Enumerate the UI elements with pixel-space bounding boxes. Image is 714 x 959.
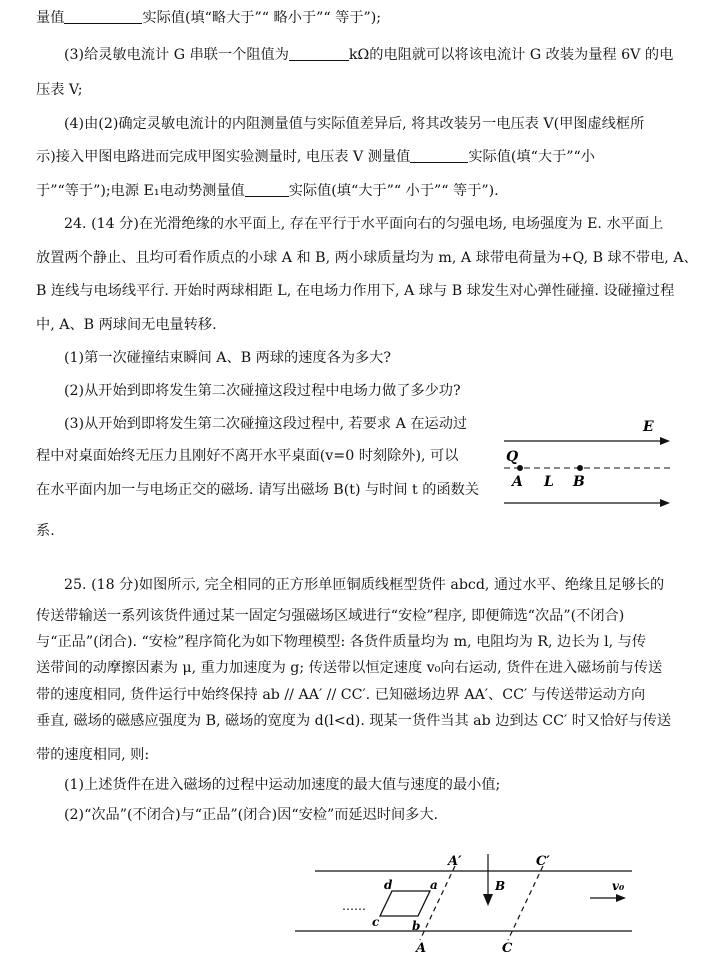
label-C: C — [502, 941, 513, 956]
line-1: 量值 实际值(填“略大于”“ 略小于”“ 等于”); — [36, 10, 382, 26]
q24-sub-1: (1)第一次碰撞结束瞬间 A、B 两球的速度各为多大? — [64, 350, 391, 366]
q25-sub-2: (2)“次品”(不闭合)与“正品”(闭合)因“安检”而延迟时间多大. — [64, 807, 439, 823]
q25-conveyor-diagram — [290, 848, 640, 956]
label-d: d — [384, 878, 393, 892]
arrow-right-icon — [616, 894, 626, 902]
q25-line-3: 与“正品”(闭合). “安检”程序简化为如下物理模型: 各货件质量均为 m, 电阻均为 R, 边长为 l, 与传 — [36, 634, 647, 650]
q25-line-1: 25. (18 分)如图所示, 完全相同的正方形单匝铜质线框型货件 abcd, 通过水平、绝缘且足够长的 — [64, 577, 665, 593]
wire-frame — [380, 891, 430, 916]
q24-sub-2: (2)从开始到即将发生第二次碰撞这段过程中电场力做了多少功? — [64, 383, 461, 399]
answer-blank — [64, 9, 142, 24]
label-b: b — [412, 919, 421, 933]
label-A: A — [512, 474, 523, 490]
q24-line-4: 中, A、B 两球间无电量转移. — [36, 317, 217, 333]
label-C-prime: C′ — [536, 854, 550, 869]
label-a: a — [430, 878, 438, 892]
arrow-right-icon — [660, 499, 670, 507]
q24-line-1: 24. (14 分)在光滑绝缘的水平面上, 存在平行于水平面向右的匀强电场, 电场强度为 E. 水平面上 — [64, 216, 664, 232]
q25-line-5: 带的速度相同, 货件运行中始终保持 ab // AA′ // CC′. 已知磁场边界 AA′、CC′ 与传送带运动方向 — [36, 687, 646, 703]
answer-blank — [289, 46, 349, 61]
label-E: E — [643, 419, 654, 435]
label-A-prime: A′ — [448, 854, 462, 869]
label-A: A — [416, 941, 427, 956]
q24-sub-3-d: 系. — [36, 523, 55, 539]
answer-blank — [410, 148, 468, 163]
label-Q: Q — [506, 449, 519, 465]
q25-line-2: 传送带输送一系列该货件通过某一固定匀强磁场区域进行“安检”程序, 即便筛选“次品”(不闭合) — [36, 608, 625, 624]
q25-line-6: 垂直, 磁场的磁感应强度为 B, 磁场的宽度为 d(l<d). 现某一货件当其 ab 边到达 CC′ 时又恰好与传送 — [36, 713, 672, 729]
q24-sub-3-a: (3)从开始到即将发生第二次碰撞这段过程中, 若要求 A 在运动过 — [64, 416, 468, 432]
line-3: 压表 V; — [36, 82, 83, 98]
arrow-right-icon — [660, 437, 670, 445]
label-B: B — [495, 879, 506, 893]
label-v0: v₀ — [612, 879, 625, 893]
boundary-CC — [508, 866, 543, 940]
label-c: c — [372, 915, 380, 929]
ellipsis: …… — [342, 899, 366, 913]
label-B: B — [573, 474, 585, 490]
q25-line-7: 带的速度相同, 则: — [36, 747, 150, 763]
q25-line-4: 送带间的动摩擦因素为 μ, 重力加速度为 g; 传送带以恒定速度 v₀向右运动, 货件在进入磁场前与传送 — [36, 660, 663, 676]
label-L: L — [544, 474, 554, 490]
ball-A — [517, 465, 523, 471]
q24-line-2: 放置两个静止、且均可看作质点的小球 A 和 B, 两小球质量均为 m, A 球带电荷量为+Q, B 球不带电, A、 — [36, 250, 698, 266]
line-4: (4)由(2)确定灵敏电流计的内阻测量值与实际值差异后, 将其改装另一电压表 V(甲图虚线框所 — [64, 116, 645, 132]
q24-line-3: B 连线与电场线平行. 开始时两球相距 L, 在电场力作用下, A 球与 B 球发生对心弹性碰撞. 设碰撞过程 — [36, 283, 675, 299]
arrow-down-icon — [483, 894, 493, 906]
line-2: (3)给灵敏电流计 G 串联一个阻值为 kΩ的电阻就可以将该电流计 G 改装为量程 6V 的电 — [64, 47, 674, 63]
q24-sub-3-b: 程中对桌面始终无压力且刚好不离开水平桌面(v=0 时刻除外), 可以 — [36, 448, 459, 464]
line-5: 示)接入甲图电路进而完成甲图实验测量时, 电压表 V 测量值 实际值(填“大于”“小 — [36, 149, 595, 165]
q24-field-diagram — [500, 412, 680, 517]
q25-sub-1: (1)上述货件在进入磁场的过程中运动加速度的最大值与速度的最小值; — [64, 777, 501, 793]
q24-sub-3-c: 在水平面内加一与电场正交的磁场. 请写出磁场 B(t) 与时间 t 的函数关 — [36, 482, 480, 498]
ball-B — [577, 465, 583, 471]
line-6: 于”“等于”);电源 E₁电动势测量值 实际值(填“大于”“ 小于”“ 等于”). — [36, 183, 499, 199]
answer-blank — [245, 182, 289, 197]
